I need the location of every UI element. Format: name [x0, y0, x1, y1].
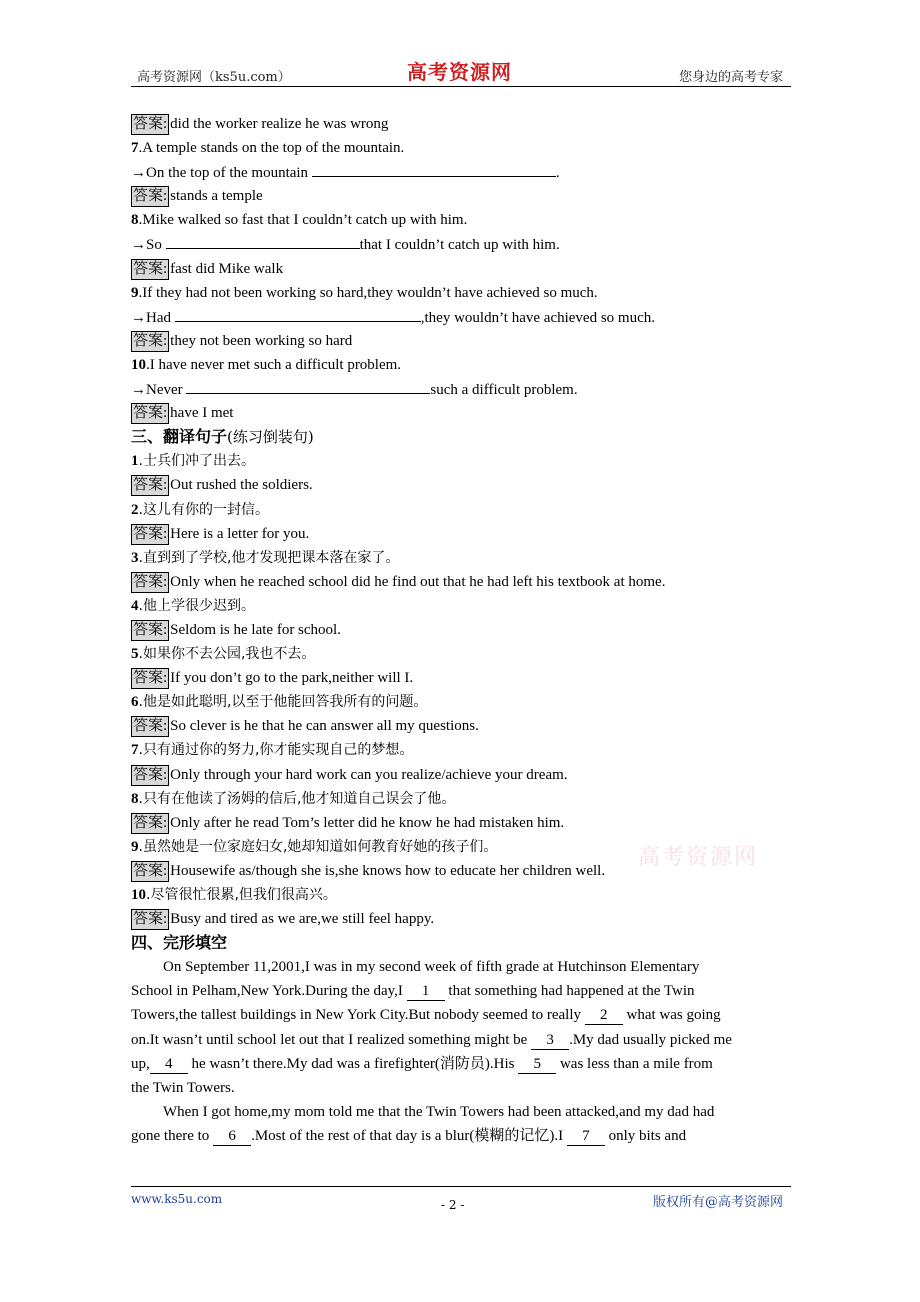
question-number: 3 — [131, 549, 139, 566]
passage-text: When I got home,my mom told me that the Twin Towers had been attacked,and my dad had — [163, 1103, 715, 1120]
chinese-sentence: .只有在他读了汤姆的信后,他才知道自己误会了他。 — [138, 790, 456, 807]
passage-text: he wasn’t there.My dad was a firefighter(消防员).His — [187, 1055, 519, 1072]
rewrite-suffix: that I couldn’t catch up with him. — [359, 237, 560, 254]
rewrite-suffix: . — [555, 165, 560, 182]
chinese-sentence: .士兵们冲了出去。 — [138, 453, 255, 470]
answer-label: 答案: — [131, 114, 169, 135]
footer-copyright: 版权所有@高考资源网 — [652, 1195, 783, 1210]
answer-text: have I met — [170, 405, 234, 422]
rewrite-suffix: ,they wouldn’t have achieved so much. — [420, 309, 655, 326]
passage-text: Towers,the tallest buildings in New York City.But nobody seemed to really — [131, 1007, 585, 1024]
answer-text: did the worker realize he was wrong — [170, 116, 389, 132]
question-number: 8 — [131, 790, 139, 807]
passage-text: gone there to — [131, 1127, 214, 1144]
answer-text: Only through your hard work can you realize/achieve your dream. — [170, 766, 568, 783]
translation-prompt — [131, 738, 796, 762]
passage-line — [131, 1003, 796, 1027]
section-heading-cloze — [131, 931, 796, 955]
watermark: 高考资源网 — [638, 845, 759, 870]
question-line — [131, 281, 796, 305]
passage-text: .Most of the rest of that day is a blur(模糊的记忆).I — [251, 1127, 567, 1144]
footer-divider — [131, 1186, 791, 1187]
passage-text: On September 11,2001,I was in my second week of fifth grade at Hutchinson Elementary — [163, 959, 700, 976]
answer-label: 答案: — [131, 403, 169, 424]
question-number: 4 — [131, 597, 139, 614]
passage-text: that something had happened at the Twin — [444, 983, 695, 1000]
question-sentence: .Mike walked so fast that I couldn’t catch up with him. — [138, 212, 468, 229]
answer-line — [131, 907, 796, 931]
chinese-sentence: .他是如此聪明,以至于他能回答我所有的问题。 — [138, 694, 428, 711]
chinese-sentence: .直到到了学校,他才发现把课本落在家了。 — [138, 549, 400, 566]
answer-line — [131, 811, 796, 835]
rewrite-suffix: such a difficult problem. — [430, 382, 578, 399]
question-number: 6 — [131, 694, 139, 711]
rewrite-prefix: →Had — [131, 309, 175, 326]
answer-label: 答案: — [131, 765, 169, 786]
document-body — [131, 112, 796, 1148]
passage-line — [131, 955, 796, 979]
answer-text: If you don’t go to the park,neither will I. — [170, 670, 414, 687]
question-number: 2 — [131, 501, 139, 518]
answer-line — [131, 112, 796, 136]
question-sentence: .I have never met such a difficult problem. — [146, 356, 402, 373]
rewrite-line — [131, 160, 796, 184]
header-slogan: 您身边的高考专家 — [678, 70, 783, 85]
answer-text: Housewife as/though she is,she knows how to educate her children well. — [170, 862, 606, 879]
translation-prompt — [131, 546, 796, 570]
question-line — [131, 136, 796, 160]
passage-line — [131, 979, 796, 1003]
page-header — [131, 56, 791, 87]
cloze-blank: 5 — [518, 1055, 556, 1074]
answer-line — [131, 714, 796, 738]
chinese-sentence: .如果你不去公园,我也不去。 — [138, 646, 316, 663]
rewrite-line — [131, 305, 796, 329]
answer-label: 答案: — [131, 331, 169, 352]
page-footer — [131, 1186, 791, 1226]
fill-blank — [166, 232, 360, 249]
translation-prompt — [131, 449, 796, 473]
answer-label: 答案: — [131, 716, 169, 737]
question-number: 1 — [131, 453, 139, 470]
answer-label: 答案: — [131, 475, 169, 496]
passage-line — [131, 1028, 796, 1052]
fill-blank — [312, 160, 556, 177]
cloze-blank: 1 — [407, 982, 445, 1001]
answer-text: So clever is he that he can answer all my questions. — [170, 718, 479, 735]
section-note: (练习倒装句) — [227, 428, 314, 447]
section-title: 四、完形填空 — [131, 933, 228, 953]
chinese-sentence: .虽然她是一位家庭妇女,她却知道如何教育好她的孩子们。 — [138, 838, 498, 855]
answer-text: Out rushed the soldiers. — [170, 477, 313, 494]
passage-text: the Twin Towers. — [131, 1079, 235, 1096]
fill-blank — [186, 377, 430, 394]
answer-text: fast did Mike walk — [170, 260, 284, 277]
answer-line — [131, 257, 796, 281]
answer-text: Seldom is he late for school. — [170, 621, 341, 638]
fill-blank — [175, 305, 421, 322]
translation-prompt — [131, 642, 796, 666]
answer-line — [131, 618, 796, 642]
answer-label: 答案: — [131, 259, 169, 280]
question-sentence: .If they had not been working so hard,they wouldn’t have achieved so much. — [138, 284, 598, 301]
answer-label: 答案: — [131, 668, 169, 689]
page-number: - 2 - — [441, 1198, 465, 1212]
question-sentence: .A temple stands on the top of the mountain. — [138, 140, 405, 157]
answer-line — [131, 329, 796, 353]
passage-line — [131, 1100, 796, 1124]
answer-text: Here is a letter for you. — [170, 525, 310, 542]
question-number: 5 — [131, 646, 139, 663]
answer-line — [131, 570, 796, 594]
cloze-blank: 4 — [150, 1055, 188, 1074]
question-number: 7 — [131, 742, 139, 759]
rewrite-line — [131, 232, 796, 256]
answer-label: 答案: — [131, 524, 169, 545]
cloze-blank: 7 — [567, 1127, 605, 1146]
translation-prompt — [131, 690, 796, 714]
passage-line — [131, 1052, 796, 1076]
answer-line — [131, 473, 796, 497]
chinese-sentence: .只有通过你的努力,你才能实现自己的梦想。 — [138, 742, 414, 759]
answer-line — [131, 401, 796, 425]
rewrite-prefix: →On the top of the mountain — [131, 165, 312, 182]
translation-prompt — [131, 498, 796, 522]
header-site-name: 高考资源网（ks5u.com） — [137, 70, 291, 85]
chinese-sentence: .尽管很忙很累,但我们很高兴。 — [146, 887, 337, 903]
question-number: 10 — [131, 887, 146, 903]
translation-prompt — [131, 787, 796, 811]
cloze-blank: 6 — [213, 1127, 251, 1146]
question-line — [131, 208, 796, 232]
answer-line — [131, 522, 796, 546]
passage-text: was less than a mile from — [556, 1055, 713, 1072]
passage-text: what was going — [622, 1007, 721, 1024]
passage-line — [131, 1124, 796, 1148]
question-line — [131, 353, 796, 377]
answer-label: 答案: — [131, 186, 169, 207]
cloze-blank: 2 — [585, 1006, 623, 1025]
answer-label: 答案: — [131, 909, 169, 930]
answer-label: 答案: — [131, 620, 169, 641]
passage-text: up, — [131, 1055, 150, 1072]
answer-text: they not been working so hard — [170, 332, 353, 349]
rewrite-line — [131, 377, 796, 401]
chinese-sentence: .他上学很少迟到。 — [138, 597, 255, 614]
chinese-sentence: .这儿有你的一封信。 — [138, 501, 269, 518]
translation-prompt — [131, 594, 796, 618]
answer-text: Only when he reached school did he find out that he had left his textbook at home. — [170, 573, 666, 590]
question-number: 8 — [131, 212, 139, 229]
passage-text: on.It wasn’t until school let out that I realized something might be — [131, 1031, 532, 1048]
section-heading-translation — [131, 425, 796, 449]
header-divider — [131, 86, 791, 87]
translation-prompt — [131, 883, 796, 907]
answer-label: 答案: — [131, 572, 169, 593]
passage-text: School in Pelham,New York.During the day,I — [131, 983, 407, 1000]
question-number: 9 — [131, 838, 139, 855]
answer-label: 答案: — [131, 813, 169, 834]
answer-line — [131, 666, 796, 690]
passage-line — [131, 1076, 796, 1100]
question-number: 9 — [131, 284, 139, 301]
answer-line — [131, 184, 796, 208]
question-number: 7 — [131, 140, 139, 157]
answer-label: 答案: — [131, 861, 169, 882]
header-logo: 高考资源网 — [407, 60, 512, 84]
question-number: 10 — [131, 356, 146, 373]
answer-line — [131, 763, 796, 787]
rewrite-prefix: →So — [131, 237, 166, 254]
answer-text: Only after he read Tom’s letter did he know he had mistaken him. — [170, 814, 565, 831]
footer-link[interactable]: www.ks5u.com — [131, 1192, 223, 1206]
answer-text: Busy and tired as we are,we still feel happy. — [170, 911, 435, 928]
passage-text: only bits and — [604, 1127, 687, 1144]
passage-text: .My dad usually picked me — [569, 1031, 732, 1048]
rewrite-prefix: →Never — [131, 382, 187, 399]
section-title: 三、翻译句子 — [131, 427, 228, 447]
cloze-blank: 3 — [531, 1031, 569, 1050]
answer-text: stands a temple — [170, 188, 263, 205]
